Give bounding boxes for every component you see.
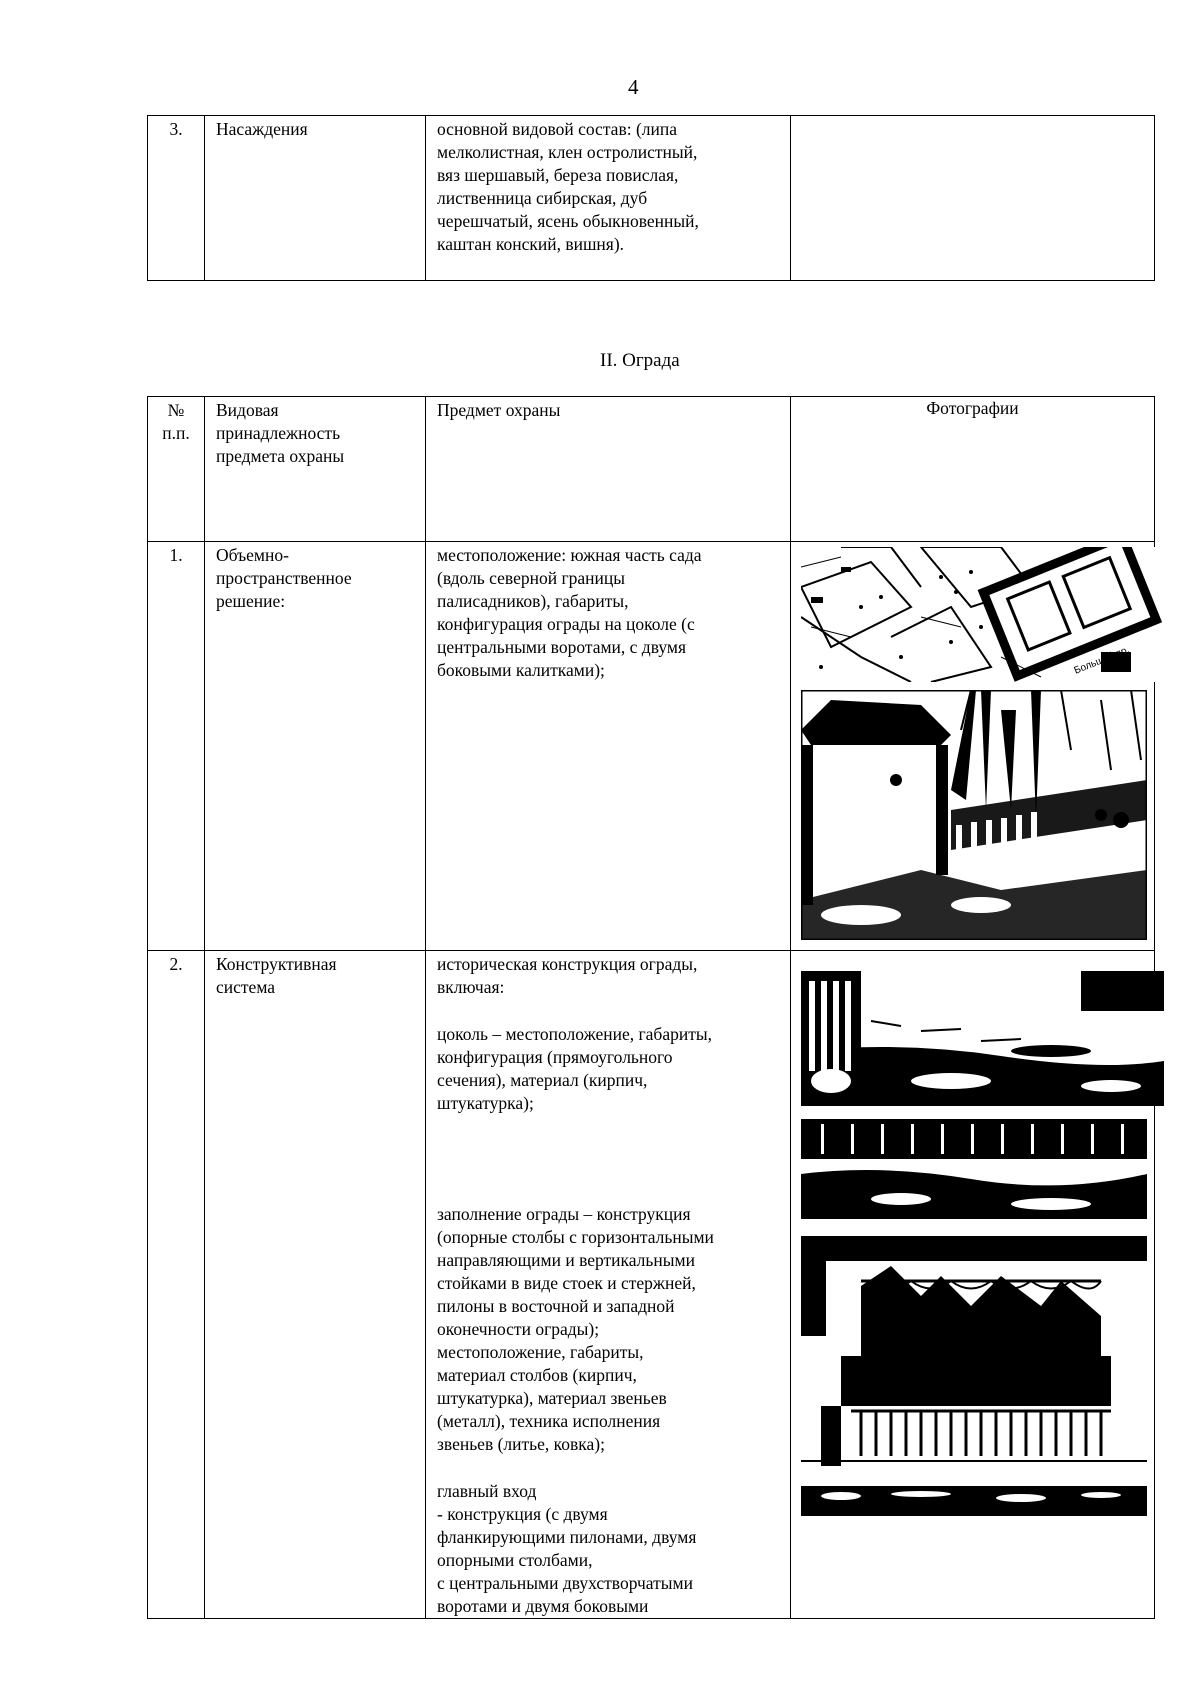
ground-strip-photo [801, 1486, 1147, 1516]
row-subject: местоположение: южная часть сада (вдоль северной границы палисадников), габариты, конфигурация ограды на цоколе (с центральными воротами, с двумя боковыми калитками); [426, 542, 791, 951]
header-photos: Фотографии [791, 397, 1155, 542]
row-number: 1. [148, 542, 205, 951]
table-row [148, 542, 1155, 951]
row-photos [791, 951, 1155, 1619]
plantings-table [147, 115, 1155, 281]
table-row [148, 116, 1155, 281]
fence-base-photo [801, 1119, 1147, 1219]
row-number: 3. [148, 116, 205, 281]
header-num: № п.п. [148, 397, 205, 542]
row-type: Насаждения [205, 116, 426, 281]
row-photos [791, 542, 1155, 951]
row-photos [791, 116, 1155, 281]
table-row [148, 951, 1155, 1619]
subject-block: главный вход - конструкция (с двумя фланкирующими пилонами, двумя опорными столбами, с центральными двухстворчатыми воротами и двумя боковыми [437, 1481, 697, 1616]
subject-block: историческая конструкция ограды, включая: [437, 954, 698, 997]
site-plan-image [801, 547, 1164, 682]
fence-panel-photo [801, 1236, 1147, 1476]
row-subject [426, 951, 791, 1619]
fence-table [147, 396, 1155, 1619]
row-type: Объемно- пространственное решение: [205, 542, 426, 951]
header-row [148, 397, 1155, 542]
gate-photo [801, 690, 1147, 940]
subject-block: цоколь – местоположение, габариты, конфигурация (прямоугольного сечения), материал (кирпич, штукатурка); [437, 1024, 712, 1113]
row-subject: основной видовой состав: (липа мелколистная, клен остролистный, вяз шершавый, береза повислая, лиственница сибирская, дуб черешчатый, ясень обыкновенный, каштан конский, вишня). [426, 116, 791, 281]
row-type: Конструктивная система [205, 951, 426, 1619]
header-type: Видовая принадлежность предмета охраны [205, 397, 426, 542]
subject-block: заполнение ограды – конструкция (опорные столбы с горизонтальными направляющими и вертикальными стойками в виде стоек и стержней, пилоны в восточной и западной оконечности ограды); местоположение, габариты, материал столбов (кирпич, штукатурка), материал звеньев (металл), техника исполнения звеньев (литье, ковка); [437, 1204, 714, 1454]
row-number: 2. [148, 951, 205, 1619]
header-subject: Предмет охраны [426, 397, 791, 542]
plinth-photo [801, 971, 1164, 1106]
map-street-label: Большой [1072, 650, 1116, 677]
